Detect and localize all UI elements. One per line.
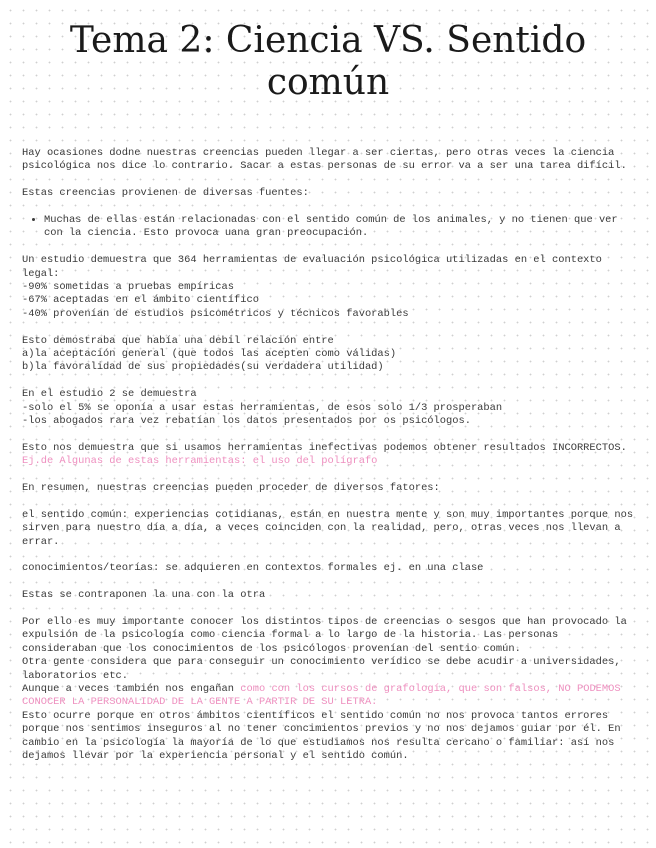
study-intro: Un estudio demuestra que 364 herramientas de evaluación psicológica utilizadas en el contexto legal: <box>22 254 602 280</box>
conclusion-p3-start: Aunque a veces también nos engañan <box>22 683 235 696</box>
page-title: Tema 2: Ciencia VS. Sentido común <box>69 20 587 103</box>
study2-item: -solo el 5% se oponía a usar estas herramientas, de esos solo 1/3 prosperaban <box>22 401 503 414</box>
contrast-paragraph: Estas se contraponen la una con la otra <box>22 589 266 602</box>
conclusion-p3 <box>22 683 636 710</box>
summary-paragraph: En resumen, nuestras creencias pueden proceder de diversos fatores: <box>22 482 440 495</box>
sources-list <box>22 214 636 241</box>
study-item: -67% aceptadas en el ámbito científico <box>22 294 259 307</box>
ineffective-paragraph <box>22 442 636 469</box>
knowledge-paragraph: conocimientos/teorías: se adquieren en contextos formales ej. en una clase <box>22 562 484 575</box>
study-paragraph <box>22 254 636 321</box>
study-item: -40% provenían de estudios psicométricos y técnicos favorables <box>22 307 409 320</box>
study-item: -90% sometidas a pruebas empíricas <box>22 281 235 294</box>
list-item: • Muchas de ellas están relacionadas con el sentido común de los animales, y no tienen que ver con la ciencia. Esto provoca uana gran preocupación. <box>44 214 636 241</box>
note-body <box>22 147 636 777</box>
ineffective-example: Ej.de Algunas de estas herramientas: el uso del polígrafo <box>22 455 378 468</box>
conclusion-p1: Por ello es muy importante conocer los distintos tipos de creencias o sesgos que han provocado la expulsión de la psicología como ciencia formal a lo largo de la historia. Las personas consideraban que los conocimientos de los psicólogos provenían del sentio común. <box>22 616 627 655</box>
conclusion-p2: Otra gente considera que para conseguir un conocimiento verídico se debe acudir a universidades, laboratorios etc. <box>22 656 621 682</box>
relation-item-b: b)la favoralidad de sus propiedades(su verdadera utilidad) <box>22 361 384 374</box>
study2-paragraph <box>22 388 636 428</box>
study2-item: -los abogados rara vez rebatían los datos presentados por os psicólogos. <box>22 415 471 428</box>
intro-paragraph: Hay ocasiones dodne nuestras creencias pueden llegar a ser ciertas, pero otras veces la ciencia psicológica nos dice lo contrario. Sacar a estas personas de su error va a ser una tarea difícil. <box>22 147 627 173</box>
study2-intro: En el estudio 2 se demuestra <box>22 388 197 401</box>
conclusion-p3-highlight: como con los cursos de grafología, que son falsos, NO PODEMOS CONOCER LA PERSONALIDAD DE LA GENTE A PARTIR DE SU LETRA. <box>22 683 621 709</box>
common-sense-paragraph: el sentido común: experiencias cotidianas, están en nuestra mente y son muy importantes porque nos sirven para nuestro día a día, a veces coinciden con la realidad, pero, otras veces nos llevan a errar. <box>22 508 634 548</box>
conclusion-paragraph <box>22 616 636 763</box>
relation-intro: Esto demostraba que había una debil relación entre <box>22 334 334 347</box>
relation-item-a: a)la aceptación general (que todos las acepten como válidas) <box>22 348 397 361</box>
sources-heading: Estas creencias provienen de diversas fuentes: <box>22 187 309 200</box>
conclusion-p4: Esto ocurre porque en otros ámbitos científicos el sentido común no nos provoca tantos errores porque nos sentimos inseguros al no tener concimientos previos y no nos dejamos guiar por él. En cambio en la psicología la mayoría de lo que estudiamos nos resulta cercano o familiar: así nos dejamos llevar por la experiencia personal y el sentido común. <box>22 709 621 763</box>
relation-paragraph <box>22 335 636 375</box>
ineffective-text: Esto nos demuestra que si usamos herramientas inefectivas podemos obtener resultados INCORRECTOS. <box>22 441 627 454</box>
